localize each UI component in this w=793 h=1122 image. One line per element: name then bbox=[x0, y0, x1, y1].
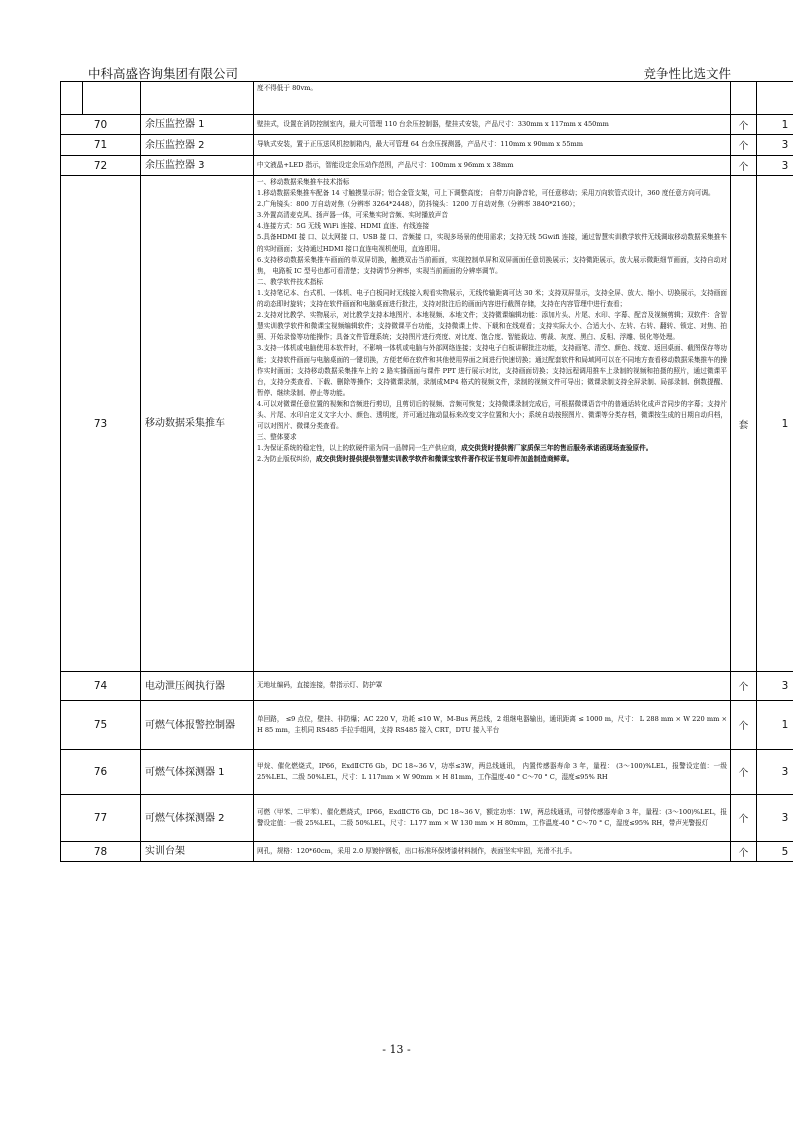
unit-cell: 个 bbox=[731, 156, 757, 176]
unit-cell: 个 bbox=[731, 135, 757, 156]
bold-requirement: 成交供货时提供提供智慧实训教学软件和微课宝软件著作权证书复印件加盖制造商鲜章。 bbox=[316, 455, 574, 464]
qty-cell: 3 bbox=[757, 795, 793, 842]
table-row bbox=[61, 795, 793, 842]
qty-cell: 1 bbox=[757, 701, 793, 750]
table-row bbox=[61, 115, 793, 135]
table-row bbox=[61, 156, 793, 176]
unit-cell: 个 bbox=[731, 115, 757, 135]
table-row bbox=[61, 842, 793, 862]
unit-cell: 套 bbox=[731, 176, 757, 672]
spec-cell: 甲烷、催化燃烧式，IP66，ExdⅡCT6 Gb，DC 18~36 V，功率≤3W，两总线通讯， 内置传感器寿命 3 年，量程： (3～100)%LEL，报警设定值：一级 25%LEL、二级 50%LEL，尺寸：L 117mm × W 90mm × H 81mm，工作温度-40 ° C～70 ° C，湿度≤95% RH bbox=[254, 750, 731, 795]
spec-cell: 单回路， ≤9 点位，壁挂、非防爆；AC 220 V，功耗 ≤10 W，M-Bus 两总线，2 组继电器输出，通讯距离 ≤ 1000 m，尺寸： L 288 mm × W 220 mm × H 85 mm，主机同 RS485 手拉手组网，支持 RS485 接入 CRT，DTU 接入平台 bbox=[254, 701, 731, 750]
unit-cell: 个 bbox=[731, 672, 757, 701]
row-number: 76 bbox=[61, 750, 141, 795]
spec-cell: 壁挂式，设置在消防控制室内，最大可管理 110 台余压控制器，壁挂式安装，产品尺寸：330mm x 117mm x 450mm bbox=[254, 115, 731, 135]
qty-cell: 1 bbox=[757, 115, 793, 135]
row-number: 72 bbox=[61, 156, 141, 176]
unit-cell: 个 bbox=[731, 701, 757, 750]
row-number: 74 bbox=[61, 672, 141, 701]
spec-cell: 无地址编码，直接连接，带指示灯、防护罩 bbox=[254, 672, 731, 701]
item-name: 电动泄压阀执行器 bbox=[141, 672, 254, 701]
row-number: 70 bbox=[61, 115, 141, 135]
row-number: 71 bbox=[61, 135, 141, 156]
row-number: 77 bbox=[61, 795, 141, 842]
item-name: 余压监控器 2 bbox=[141, 135, 254, 156]
qty-cell: 3 bbox=[757, 672, 793, 701]
company-name: 中科高盛咨询集团有限公司 bbox=[88, 66, 239, 81]
row-number: 78 bbox=[61, 842, 141, 862]
spec-cell: 导轨式安装，置于正压送风机控制箱内，最大可管理 64 台余压探测器，产品尺寸：110mm x 90mm x 55mm bbox=[254, 135, 731, 156]
table-row bbox=[61, 701, 793, 750]
unit-cell: 个 bbox=[731, 842, 757, 862]
item-name: 余压监控器 1 bbox=[141, 115, 254, 135]
spec-cell: 可燃（甲苯、二甲苯）、催化燃烧式，IP66，ExdⅡCT6 Gb，DC 18~36 V，额定功率：1W，两总线通讯，可替传感器寿命 3 年，量程：(3～100)%LEL，报警设定值：一级 25%LEL，二级 50%LEL，尺寸：L177 mm × W 130 mm × H 80mm，工作温度-40 ° C～70 ° C，湿度≤95% RH，带声光警报灯 bbox=[254, 795, 731, 842]
table-row bbox=[61, 135, 793, 156]
document-title: 竞争性比选文件 bbox=[643, 66, 731, 81]
spec-cell: 一、移动数据采集推车技术指标 1.移动数据采集推车配备 14 寸触摸显示屏；铝合金管支架，可上下调整高度； 自带万向静音轮，可任意移动；采用万向软管式设计，360 度任意方向可调。 2.广角镜头：800 万自动对焦（分辨率 3264*2448），防抖镜头：1200 万自动对焦（分辨率 3840*2160）； 3.外置高清麦克风、扬声器一体，可采集实时音频、实时播放声音 4.连接方式：5G 无线 WiFi 连接、HDMI 直连、有线连接 5.具备HDMI 接 口、以太网接 口、USB 接 口、音频接 口，实现多场景的使用需求；支持无线 5Gwifi 连接，通过智慧实训教学软件无线调取移动数据采集推车的实时画面；支持通过HDMI 接口直连电视机使用，直连即用。 6.支持移动数据采集推车画面的单双屏切换，触摸双击当前画面，实现控制单屏和双屏画面任意切换展示；支持微距展示，放大展示微距细节画面，支持自动对焦， 电路板 IC 型号也都可看清楚；支持调节分辨率，实现当前画面的分辨率调节。 二、教学软件技术指标 1.支持笔记本、台式机、一体机、电子白板同时无线接入观看实物展示，无线传输距离可达 30 米；支持双屏显示，支持全屏、放大、缩小、切换展示，支持画面的动态即时旋转；支持在软件画面和电脑桌面进行批注，支持对批注后的画面内容进行截图存储，支持在内容管理中进行查看； 2.支持对比教学、实物展示，对比教学支持本地图片、本地视频、本地文件；支持微课编辑功能：添加片头、片尾、水印、字幕、配音及视频剪辑；双软件：含智慧实训教学软件和微课宝视频编辑软件；支持微课平台功能，支持微课上传、下载和在线观看；支持实际大小、合适大小、左转、右转、翻转、锁定、对焦、拍照、开始录像等功能操作；具备文件管理系统；支持图片进行亮度、对比度、饱合度、智能裁边、剪裁、灰度、黑白、反相、浮雕、锐化等处理。 3.支持一体机或电脑使用本软件时，不影响一体机或电脑与外部网络连接；支持电子白板讲解批注功能，支持画笔、清空、颜色、线宽、返回桌面、截图保存等功能；支持软件画面与电脑桌面的一键切换，方便老师在软件和其他使用界面之间进行快速切换；通过配套软件和局域网可以在不同地方查看移动数据采集推车的操作实时画面；支持移动数据采集推车上的 2 路实播画面与课件 PPT 进行展示对比，支持画面切换；支持远程调用推车上录制的视频和拍摄的照片，通过微课平台，支持分类查看、下载、删除等操作；支持微课录制，录制成MP4 格式的视频文件，录制的视频文件可导出；微课录制支持全屏录制、局部录制、倒数提醒、暂停、继续录制、停止等功能。 4.可以对微课任意位置的视频和音频进行剪切，且剪切后的视频、音频可恢复；支持微课录制完成后，可根据微课语音中的普通话转化成声音同步的字幕；支持片头、片尾、水印自定义文字大小、颜色、透明度，并可通过拖动鼠标来改变文字位置和大小；系统自动按照图片、微课等分类存档，微课按生成的日期自动归档，可以对图片、微课分类查看。 三、整体要求 1.为保证系统的稳定性，以上的软硬件需为同一品牌同一生产供应商，成交供货时提供需厂家质保三年的售后服务承诺函现场查验原件。 2.为防止版权纠纷，成交供货时提供提供智慧实训教学软件和微课宝软件著作权证书复印件加盖制造商鲜章。 bbox=[254, 176, 731, 672]
qty-cell: 1 bbox=[757, 176, 793, 672]
item-name: 实训台架 bbox=[141, 842, 254, 862]
table-row bbox=[61, 82, 793, 115]
equipment-table bbox=[60, 81, 793, 862]
row-number: 75 bbox=[61, 701, 141, 750]
unit-cell: 个 bbox=[731, 795, 757, 842]
item-name: 可燃气体探测器 1 bbox=[141, 750, 254, 795]
item-name: 可燃气体报警控制器 bbox=[141, 701, 254, 750]
item-name: 可燃气体探测器 2 bbox=[141, 795, 254, 842]
table-row bbox=[61, 176, 793, 672]
item-name: 余压监控器 3 bbox=[141, 156, 254, 176]
table-row bbox=[61, 672, 793, 701]
item-name: 移动数据采集推车 bbox=[141, 176, 254, 672]
spec-cell: 网孔，规格：120*60cm，采用 2.0 厚镀锌钢板，出口标准环保烤漆材料制作，表面坚实牢固，光滑不扎手。 bbox=[254, 842, 731, 862]
bold-requirement: 成交供货时提供需厂家质保三年的售后服务承诺函现场查验原件。 bbox=[461, 444, 653, 453]
page-number: - 13 - bbox=[382, 1043, 411, 1056]
qty-cell: 3 bbox=[757, 135, 793, 156]
spec-cell: 中文液晶+LED 指示，智能设定余压动作范围，产品尺寸：100mm x 96mm x 38mm bbox=[254, 156, 731, 176]
table-row bbox=[61, 750, 793, 795]
qty-cell: 3 bbox=[757, 750, 793, 795]
qty-cell: 3 bbox=[757, 156, 793, 176]
qty-cell: 5 bbox=[757, 842, 793, 862]
spec-cell: 度不得低于 80vm。 bbox=[254, 82, 731, 115]
unit-cell: 个 bbox=[731, 750, 757, 795]
row-number: 73 bbox=[61, 176, 141, 672]
